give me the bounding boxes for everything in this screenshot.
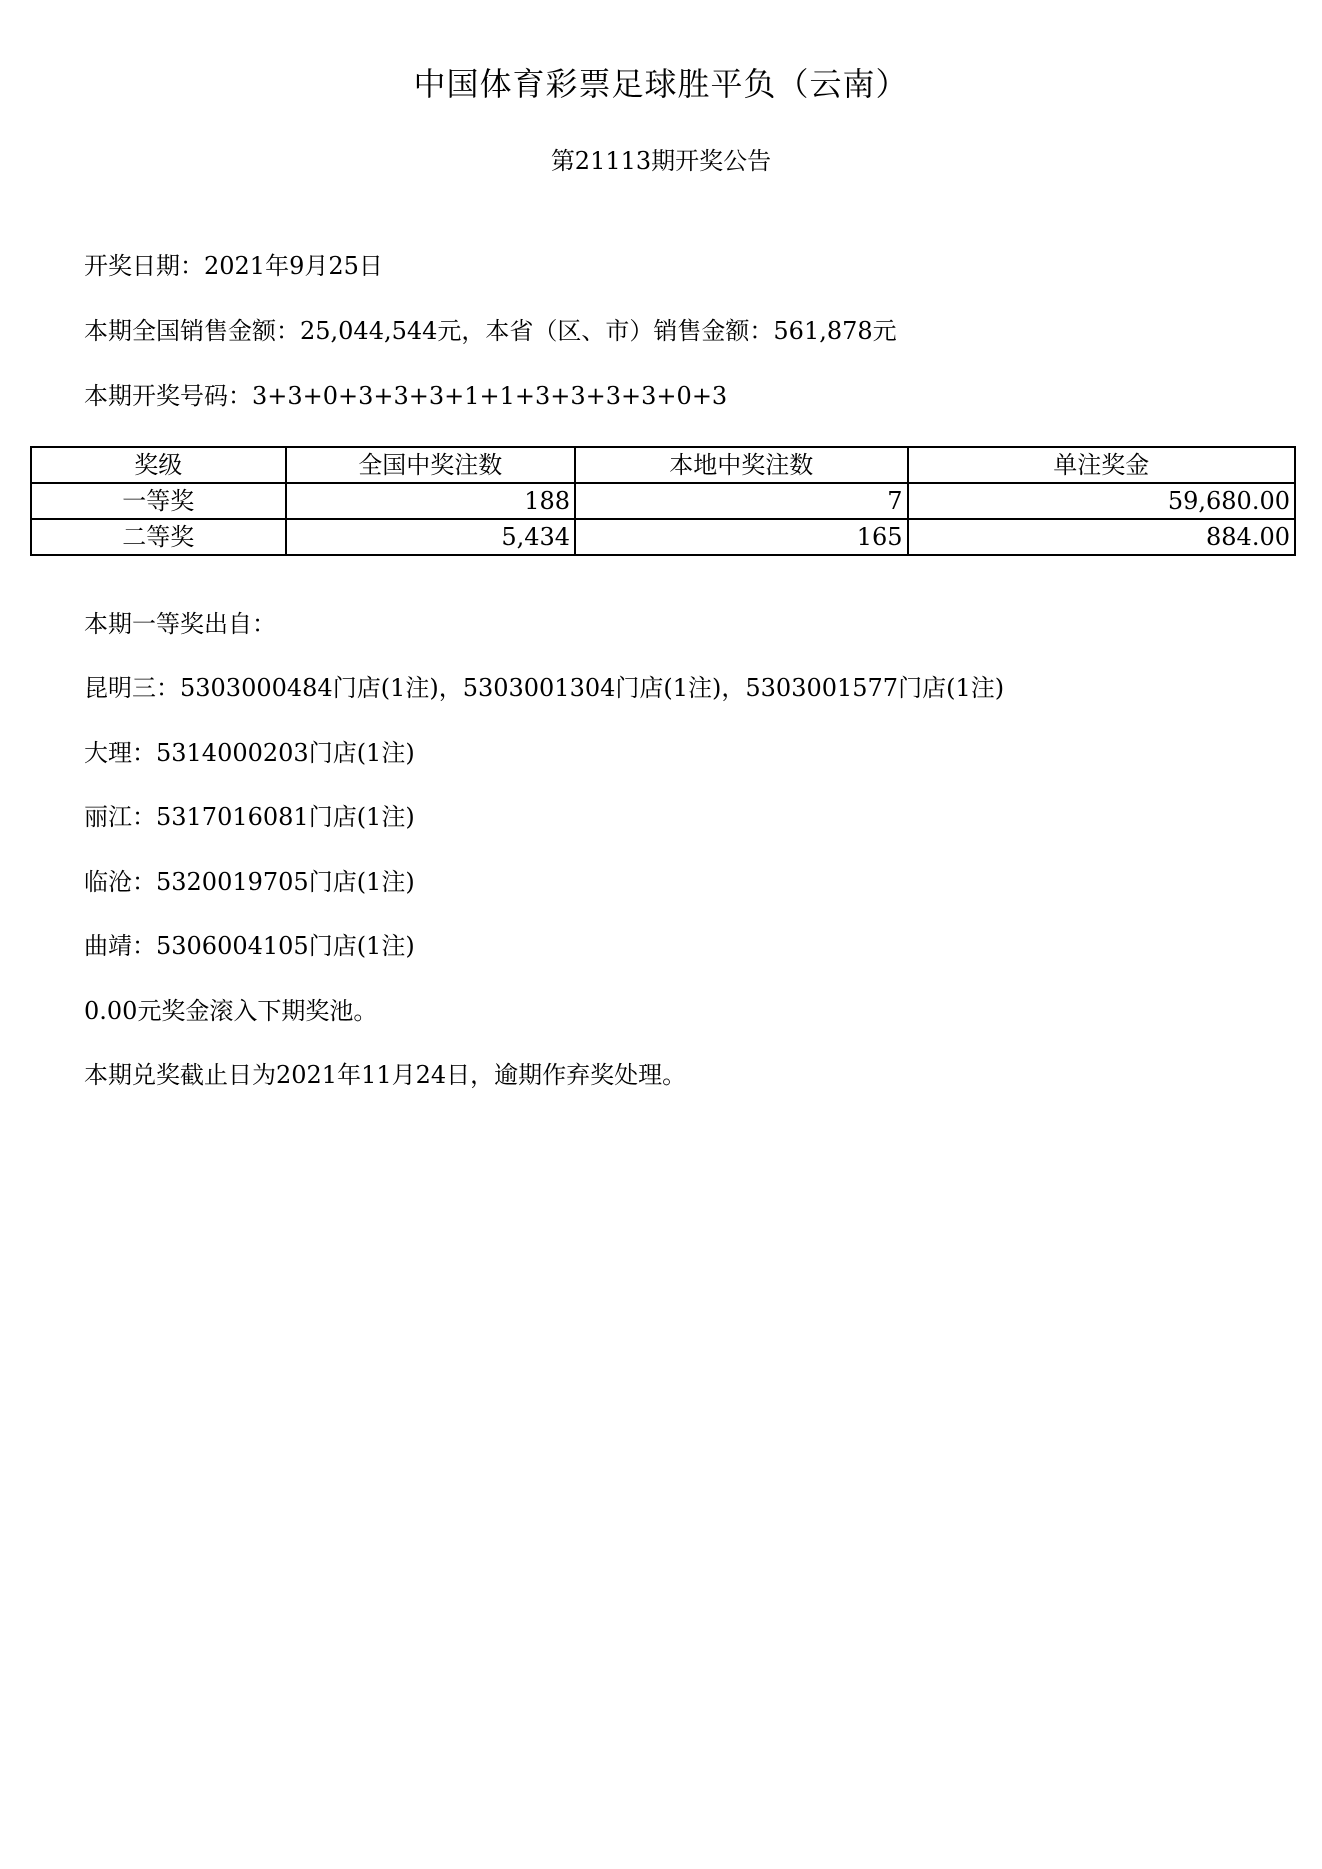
table-row [31,483,1295,519]
winner-line-qujing: 曲靖：5306004105门店(1注) [84,932,415,960]
winning-numbers: 本期开奖号码：3+3+0+3+3+3+1+1+3+3+3+3+0+3 [84,382,728,410]
winner-line-lijiang: 丽江：5317016081门店(1注) [84,803,415,831]
prize-level-cell: 一等奖 [31,483,286,519]
table-header-row [31,447,1295,483]
draw-date: 开奖日期：2021年9月25日 [84,252,383,280]
prize-level-cell: 二等奖 [31,519,286,555]
winner-line-kunming: 昆明三：5303000484门店(1注)，5303001304门店(1注)，5303001577门店(1注) [84,674,1005,702]
header-prize-amount: 单注奖金 [908,447,1296,483]
issue-subtitle: 第21113期开奖公告 [550,147,772,175]
national-winners-cell: 188 [286,483,576,519]
winners-heading: 本期一等奖出自： [84,610,276,638]
prize-amount-cell: 884.00 [908,519,1296,555]
header-local-winners: 本地中奖注数 [575,447,907,483]
page-title: 中国体育彩票足球胜平负（云南） [413,65,909,103]
national-winners-cell: 5,434 [286,519,576,555]
table-row [31,519,1295,555]
deadline-note: 本期兑奖截止日为2021年11月24日，逾期作弃奖处理。 [84,1061,687,1089]
prize-table [30,446,1296,556]
local-winners-cell: 165 [575,519,907,555]
rollover-note: 0.00元奖金滚入下期奖池。 [84,997,378,1025]
sales-amount: 本期全国销售金额：25,044,544元，本省（区、市）销售金额：561,878元 [84,317,897,345]
winner-line-lincang: 临沧：5320019705门店(1注) [84,868,415,896]
winner-line-dali: 大理：5314000203门店(1注) [84,739,415,767]
local-winners-cell: 7 [575,483,907,519]
prize-amount-cell: 59,680.00 [908,483,1296,519]
header-national-winners: 全国中奖注数 [286,447,576,483]
header-prize-level: 奖级 [31,447,286,483]
